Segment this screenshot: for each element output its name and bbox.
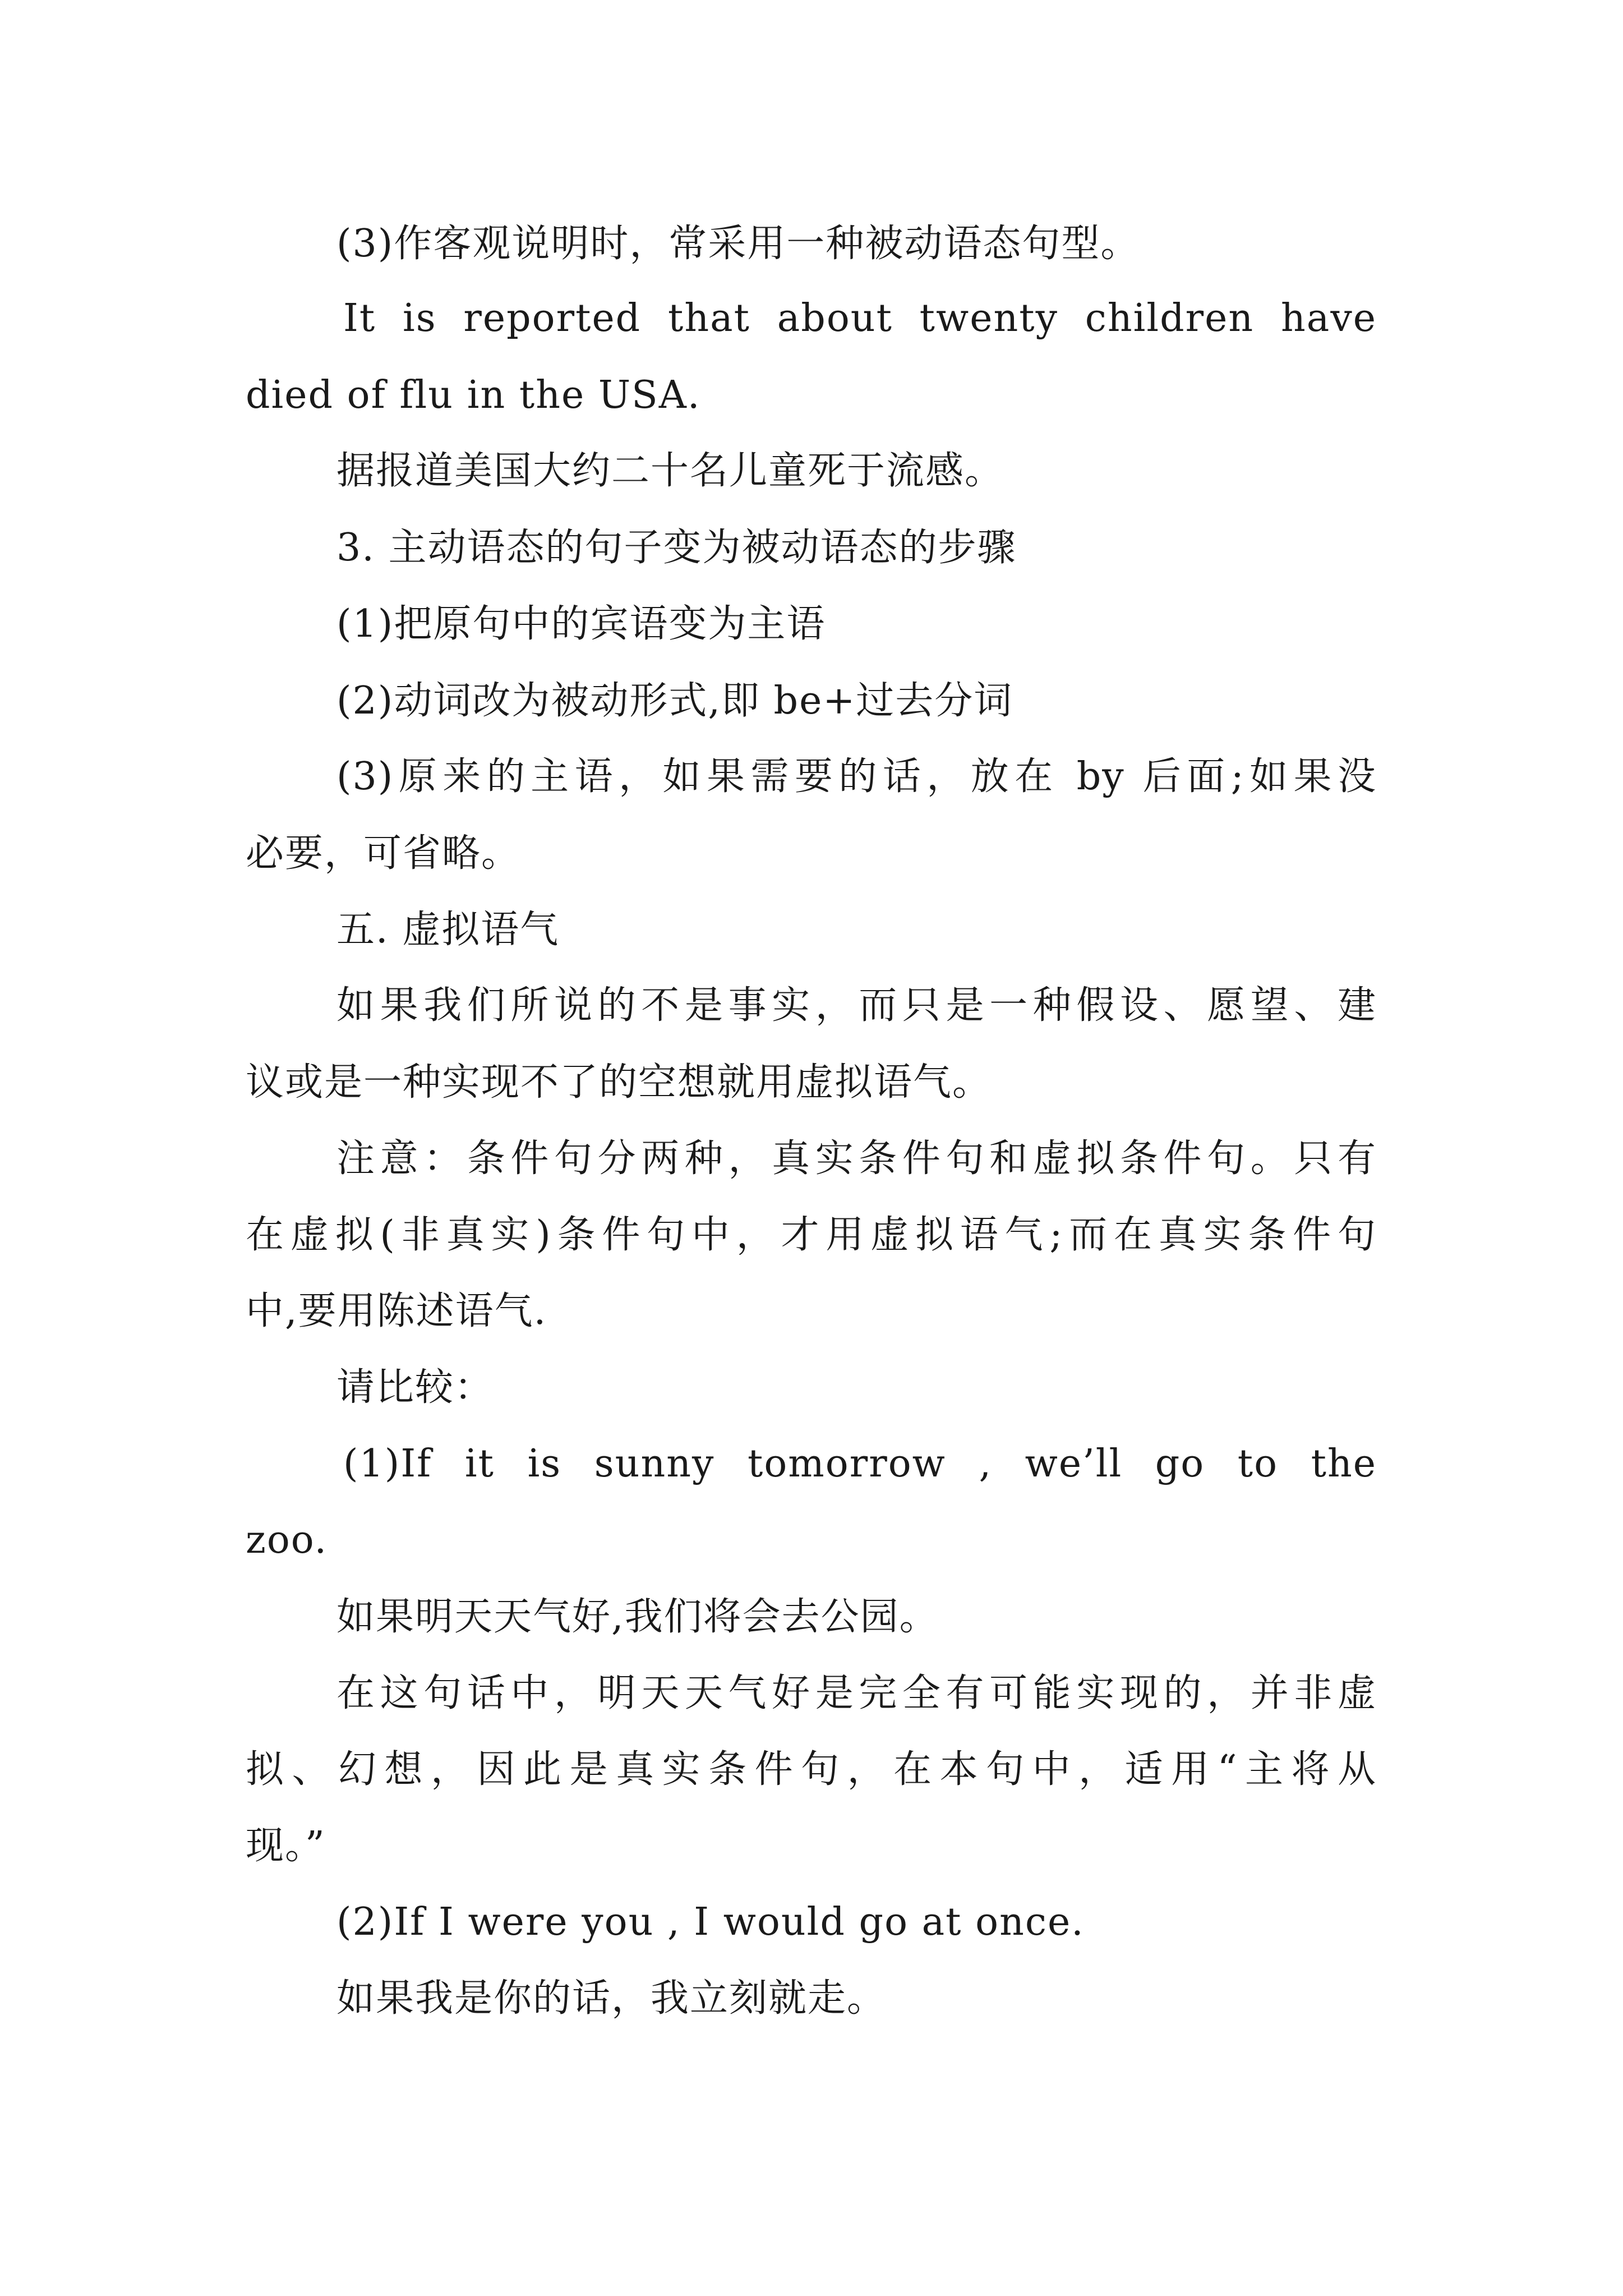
text-line: 中,要用陈述语气.	[246, 1289, 547, 1333]
section-heading: 3. 主动语态的句子变为被动语态的步骤	[336, 526, 1017, 570]
text-line: (3)作客观说明时，常采用一种被动语态句型。	[336, 222, 1140, 266]
text-line: 如果我们所说的不是事实，而只是一种假设、愿望、建	[336, 983, 1377, 1028]
text-line: 注意：条件句分两种，真实条件句和虚拟条件句。只有	[336, 1137, 1377, 1181]
text-line: It is reported that about twenty children have	[343, 296, 1377, 341]
text-line: zoo.	[246, 1518, 328, 1562]
section-heading: 五. 虚拟语气	[336, 908, 560, 952]
text-line: 在这句话中，明天天气好是完全有可能实现的，并非虚	[336, 1671, 1377, 1715]
text-line: (1)把原句中的宾语变为主语	[336, 602, 826, 646]
text-line: 在虚拟(非真实)条件句中，才用虚拟语气;而在真实条件句	[246, 1213, 1377, 1257]
text-line: 必要，可省略。	[246, 831, 521, 876]
text-line: 现。”	[246, 1824, 326, 1868]
text-line: 拟、幻想，因此是真实条件句，在本句中，适用“主将从	[246, 1747, 1377, 1792]
text-line: (2)动词改为被动形式,即 be+过去分词	[336, 679, 1013, 723]
text-line: 议或是一种实现不了的空想就用虚拟语气。	[246, 1060, 992, 1105]
text-line: (3)原来的主语，如果需要的话，放在 by 后面;如果没	[336, 754, 1377, 799]
text-line: (2)If I were you , I would go at once.	[336, 1900, 1085, 1944]
text-line: 如果明天天气好,我们将会去公园。	[336, 1595, 939, 1639]
text-line: 如果我是你的话，我立刻就走。	[336, 1976, 887, 2021]
text-line: died of flu in the USA.	[246, 373, 701, 417]
text-line: 据报道美国大约二十名儿童死于流感。	[336, 449, 1004, 493]
text-line: (1)If it is sunny tomorrow , we’ll go to the	[343, 1442, 1377, 1486]
text-line: 请比较：	[336, 1365, 494, 1410]
